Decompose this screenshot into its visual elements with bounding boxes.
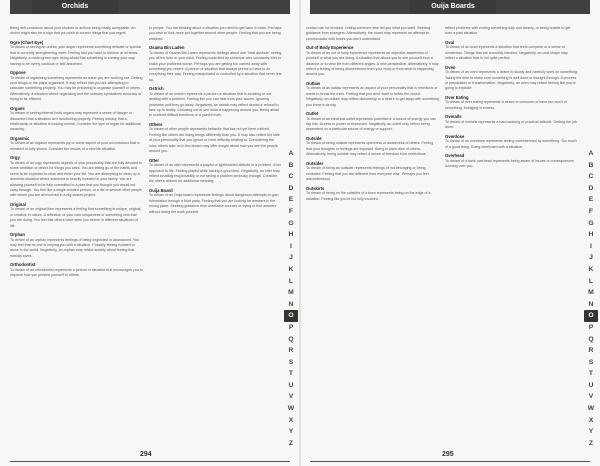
text-column xyxy=(10,26,143,446)
index-letter[interactable]: M xyxy=(288,289,294,297)
header-bar xyxy=(10,0,290,14)
entry-text: To dream of an original item represents a feeling that something is unique, original, or creative in nature. A reflection of your own uniqueness or something new that you are doing. You feel that others have seen you before in different situations of life. xyxy=(10,207,142,228)
entry-heading: Overdose xyxy=(445,133,465,139)
entry-text: To dream of Osama Bin Laden represents feelings about one "total asshole" seeing you all the time or your risks. Feeling controlled by someone who constantly tries to make your problems worse. Perhaps you are getting too carried away with something you resent. A person or situation that always seems to have to do everything their way. Feeling manipulated or controlled by a situation that never lets up. xyxy=(149,50,282,82)
entry-heading: Outsider xyxy=(306,160,324,166)
index-letter[interactable]: I xyxy=(290,242,292,250)
text-column xyxy=(306,26,439,446)
index-letter[interactable]: P xyxy=(588,323,594,331)
index-letter[interactable]: O xyxy=(284,310,298,322)
index-letter[interactable]: D xyxy=(588,184,594,192)
entry-heading: Outlaw xyxy=(306,80,320,86)
entry-text: To dream of an electrical outlet represents potential or a source of energy you can tap into. Access to power or resources. Negatively, an outlet may reflect being dependent on a particular source of energy or support. xyxy=(306,116,437,132)
entry-text: To dream of overalls represents a hard-working or practical attitude. Getting the job done. xyxy=(445,119,577,130)
index-letter[interactable]: N xyxy=(588,300,594,308)
index-letter[interactable]: C xyxy=(588,173,594,181)
entry-heading: Orphan xyxy=(10,231,25,237)
running-header: Orchids xyxy=(32,0,118,14)
index-letter[interactable]: A xyxy=(288,150,294,157)
entry-heading: Over Eating xyxy=(445,94,469,100)
index-letter[interactable]: N xyxy=(288,300,294,308)
index-letter[interactable]: E xyxy=(288,196,294,204)
index-letter[interactable]: X xyxy=(288,416,294,424)
entry-heading: Overhead xyxy=(445,153,465,159)
entry-text: To dream of an otter represents a playful or lighthearted attitude to a problem. A fun approach to life. Feeling playful while having a good time. Negatively, an otter may reflect avoiding responsibility or not taking a problem seriously enough. Consider the otter's actions for additional meaning. xyxy=(149,163,282,184)
index-letter[interactable]: G xyxy=(588,219,594,227)
index-letter[interactable]: F xyxy=(588,207,594,215)
index-letter[interactable]: L xyxy=(588,277,594,285)
entry-text: To dream of an overdose represents feeling overwhelmed by something. Too much of a good thing. Going overboard with a situation. xyxy=(445,139,577,149)
index-letter[interactable]: B xyxy=(588,161,594,169)
entry-text: To dream of an out of body experience represents an objective awareness of yourself or what you are doing. A situation that allows you to see yourself from a distance or to view life from different angles. A new perspective. Alternatively, it may reflect a feeling of being disconnected from your body or from what is happening around you. xyxy=(306,50,439,77)
index-letter[interactable]: H xyxy=(588,231,594,239)
footer-rule xyxy=(310,461,590,462)
index-letter[interactable]: Q xyxy=(288,335,294,343)
entry-heading: Outskirts xyxy=(306,185,325,191)
entry-text: to people. You are thinking about a situation you need to get back in order. Perhaps you wish to look more put together around other people. Feeling that you are being watched. xyxy=(149,26,282,41)
header-bar xyxy=(310,0,590,14)
index-letter[interactable]: A xyxy=(588,150,594,157)
index-letter[interactable]: Z xyxy=(288,439,294,447)
entry-heading: Oppose xyxy=(10,70,26,76)
alphabet-index xyxy=(284,148,298,449)
index-letter[interactable]: F xyxy=(288,207,294,215)
index-letter[interactable]: D xyxy=(288,184,294,192)
entry-text: To dream of other people represents behavior that has not yet been noticed. Feeling like others are doing things differently than you. It may also reflect the side of your personality that you ignore or have difficulty relating to. Considering the roles others take on in the dream may offer insight about how you see the people around you. xyxy=(149,127,280,154)
index-letter[interactable]: J xyxy=(289,254,293,262)
entry-text: To dream of an ostrich represents a person or situation that is avoiding or not dealing with a problem. Feeling like you can hide from your issues. Ignoring problems until they go away. Negatively, an ostrich may reflect denial or refusal to face up to reality. Choosing not to see what is happening around you. Being afraid to confront difficult emotions or a painful truth. xyxy=(149,91,280,118)
index-letter[interactable]: K xyxy=(288,265,294,273)
index-letter[interactable]: X xyxy=(588,416,594,424)
right-page xyxy=(300,0,600,466)
index-letter[interactable]: T xyxy=(588,370,594,378)
index-letter[interactable]: K xyxy=(588,265,594,273)
index-letter[interactable]: I xyxy=(590,242,592,250)
index-letter[interactable]: Q xyxy=(588,335,594,343)
index-letter[interactable]: B xyxy=(288,161,294,169)
entry-heading: Ouija Board xyxy=(149,187,173,193)
index-letter[interactable]: Z xyxy=(588,439,594,447)
entry-heading: Ogre (Chart Eye) xyxy=(10,39,44,45)
entry-heading: Oval xyxy=(445,39,455,45)
entry-text: To dream of an orgasm represents joy or some aspect of your unconscious that is released or fully shown. Consider the results of a new life situation. xyxy=(10,141,140,151)
entry-heading: Out of Body Experience xyxy=(306,45,354,51)
entry-heading: Ostrich xyxy=(149,86,164,92)
entry-heading: Osama Bin Laden xyxy=(149,45,185,51)
entry-text: Being self-conscious about your choices or actions being totally acceptable. An orchid might also be a sign that you wish to correct things that you regret. xyxy=(10,26,136,36)
index-letter[interactable]: Y xyxy=(288,428,294,436)
index-letter[interactable]: S xyxy=(288,358,294,366)
footer-rule xyxy=(10,461,290,462)
index-letter[interactable]: W xyxy=(587,405,595,413)
entry-text: To dream of an outlaw represents an aspect of your personality that is rebellious or wants to break the rules. Feeling that you don't want to follow the crowd. Negatively, an outlaw may reflect dishonesty or a desire to get away with something you know is wrong. xyxy=(306,86,439,107)
index-letter[interactable]: R xyxy=(288,347,294,355)
entry-heading: Outlet xyxy=(306,111,319,117)
entry-text: To dream of an orthodontist represents a person or situation that encourages you to improve how you present yourself to others. xyxy=(10,267,143,278)
entry-text: contact can be invoked. Letting someone else tell you what you want. Seeking guidance from strangers. Alternatively, the board may represent an attempt to communicate with forces you don't understand. xyxy=(306,26,431,41)
entry-text: To dream of being outside represents openness or awareness of others. Feeling that your thoughts or feelings are exposed. Being in plain view of others. Alternatively, being outside may reflect a sense of freedom from restrictions. xyxy=(306,141,434,157)
entry-heading: Original xyxy=(10,201,26,207)
entry-text: To dream of being on the outskirts of a town represents being on the edge of a situation. Feeling like you're not fully involved. xyxy=(306,191,431,201)
text-columns xyxy=(10,26,282,446)
running-header: Ouija Boards xyxy=(410,0,496,14)
index-letter[interactable]: S xyxy=(588,358,594,366)
entry-text: To dream of a bank overhead represents being aware of issues or consequences looming over you. xyxy=(445,158,574,169)
index-letter[interactable]: E xyxy=(588,196,594,204)
entry-text: reflect problems with ending something fully and cleanly, or being unable to get over a past situation. xyxy=(445,26,571,36)
entry-text: To dream of an orphan represents feelings of being neglected or abandoned. You may feel that no one is helping you with a situation. Possibly feeling isolated or alone in the world. Negatively, an orphan may reflect anxiety about feeling that nobody cares. xyxy=(10,237,140,258)
index-letter[interactable]: O xyxy=(584,310,598,322)
entry-text: To dream of an oven represents a desire to slowly and carefully work on something. Taking the time to make sure something is well done or thought through. A process of preparation or transformation. Negatively, an oven may reflect feeling like you're going to explode. xyxy=(445,70,578,91)
index-letter[interactable]: L xyxy=(288,277,294,285)
index-letter[interactable]: C xyxy=(288,173,294,181)
index-letter[interactable]: V xyxy=(288,393,294,401)
page-number: 295 xyxy=(442,451,454,458)
entry-heading: Others xyxy=(149,121,163,127)
entry-text: To dream of seeing an orchid, your anger represents something delicate or special that is currently strengthening inner. Feeling that you have to behave at all times. Negatively, a mean green ogre being afraid that something is coming your way having to be overly cautious or self-absorbed. xyxy=(10,45,141,66)
index-letter[interactable]: U xyxy=(588,381,594,389)
index-letter[interactable]: H xyxy=(288,231,294,239)
entry-heading: Outside xyxy=(306,135,322,141)
alphabet-index xyxy=(584,148,598,449)
page-number: 294 xyxy=(140,451,152,458)
index-letter[interactable]: V xyxy=(588,393,594,401)
entry-heading: Orgy xyxy=(10,155,20,161)
entry-text: To dream of seeing internal body organs may represent a sense of danger or discomfort that a situation isn't functioning properly. Feeling uneasy that a relationship or situation is looking normal. Consider the type of organ for additional meaning. xyxy=(10,111,141,132)
entry-heading: Overalls xyxy=(445,114,462,120)
index-letter[interactable]: T xyxy=(288,370,294,378)
entry-text: To dream of organising something represents an issue you are working out. Getting your things or the plans organised. It may reflect that you are attempting to calculate something properly. You may be preparing to organise yourself or others. Alternatively, a situation where organising and the ordinary symbolizes accuracy or trying to be efficient. xyxy=(10,75,143,102)
entry-heading: Organs xyxy=(10,105,25,111)
entry-text: To dream of over eating represents a desire to consume or have too much of something. Indulging in excess. xyxy=(445,100,567,110)
text-columns xyxy=(306,26,578,446)
index-letter[interactable]: W xyxy=(287,405,295,413)
entry-heading: Otter xyxy=(149,157,160,163)
index-letter[interactable]: Y xyxy=(588,428,594,436)
entry-text: To dream of an orgy represents aspects of your personality that are fully devoted to some ambition or desire for things you want. You are letting go of the habits and seem to be expected to relax and finish your life. You are attempting to clean up a domestic situation where someone is heavily invested in your family. You are allowing yourself to be fully committed to a plan that you thought you would not carry through. You feel like a single-minded person, or a life of several other people with whom you are all involved in a big shared project. xyxy=(10,160,143,198)
text-column xyxy=(149,26,282,446)
entry-heading: Oven xyxy=(445,64,456,70)
entry-text: To dream of an Ouija board represents feelings about dangerous attempts to gain information through a third party. Feeling that you are looking for answers in the wrong place. Seeking guidance from unreliable sources or trying to find answers without doing the work yourself. xyxy=(149,193,279,214)
index-letter[interactable]: U xyxy=(288,381,294,389)
entry-heading: Orgasmic xyxy=(10,135,30,141)
index-letter[interactable]: G xyxy=(288,219,294,227)
index-letter[interactable]: P xyxy=(288,323,294,331)
entry-text: To dream of being an outsider represents feelings of not belonging or being excluded. Feeling that you are different from everyone else. Perhaps you feel misunderstood. xyxy=(306,166,429,182)
entry-text: To dream of an oval represents a situation that feels complete or a sense of wholeness. Things that are smoothly handled. Negatively, an oval shape may reflect a situation that is not quite perfect. xyxy=(445,45,568,61)
index-letter[interactable]: J xyxy=(589,254,593,262)
entry-heading: Orthodontist xyxy=(10,262,36,268)
index-letter[interactable]: R xyxy=(588,347,594,355)
index-letter[interactable]: M xyxy=(588,289,594,297)
text-column xyxy=(445,26,578,446)
